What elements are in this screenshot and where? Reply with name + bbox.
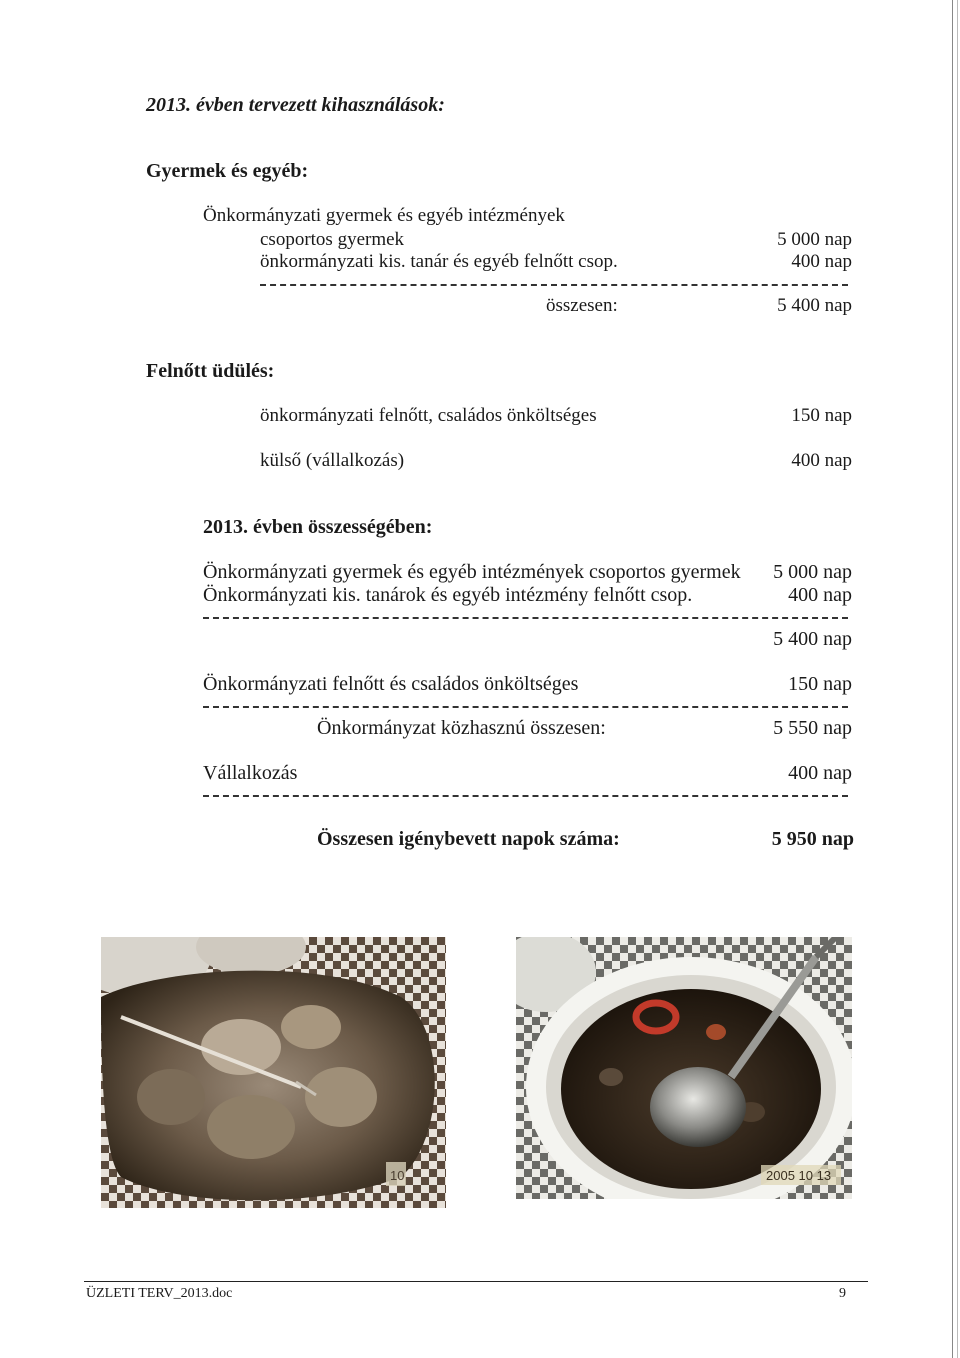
grand-total-label: Összesen igénybevett napok száma: bbox=[317, 828, 620, 850]
public-total-label: Önkormányzat közhasznú összesen: bbox=[317, 717, 606, 739]
stew-pot-photo bbox=[516, 937, 852, 1199]
business-label: Vállalkozás bbox=[203, 762, 298, 784]
scan-edge-line bbox=[952, 0, 953, 1358]
footer-filename: ÜZLETI TERV_2013.doc bbox=[86, 1286, 233, 1301]
public-total-value: 5 550 nap bbox=[773, 717, 852, 739]
scan-edge-line bbox=[957, 0, 958, 1358]
children-row-value: 5 000 nap bbox=[777, 229, 852, 250]
dashed-separator bbox=[203, 617, 848, 619]
totals-row-label: Önkormányzati gyermek és egyéb intézmények csoportos gyermek bbox=[203, 561, 741, 583]
dashed-separator bbox=[203, 706, 848, 708]
adult-row-value: 400 nap bbox=[791, 450, 852, 471]
section-title-adult: Felnőtt üdülés: bbox=[146, 360, 275, 382]
footer-rule bbox=[84, 1281, 868, 1282]
children-row-value: 400 nap bbox=[791, 251, 852, 272]
totals-row-label: Önkormányzati kis. tanárok és egyéb intézmény felnőtt csop. bbox=[203, 584, 693, 606]
page-heading: 2013. évben tervezett kihasználások: bbox=[146, 94, 445, 116]
adult-row-label: külső (vállalkozás) bbox=[260, 450, 405, 471]
children-subtitle: Önkormányzati gyermek és egyéb intézmények bbox=[203, 205, 565, 226]
dashed-separator bbox=[260, 284, 848, 286]
photo-stamp: 2005 10 13 bbox=[766, 1168, 832, 1183]
adult-row-value: 150 nap bbox=[791, 405, 852, 426]
adult-row-label: önkormányzati felnőtt, családos önköltséges bbox=[260, 405, 597, 426]
business-value: 400 nap bbox=[788, 762, 852, 784]
footer-page-number: 9 bbox=[839, 1286, 846, 1301]
totals-row-value: 400 nap bbox=[788, 584, 852, 606]
roast-chicken-photo bbox=[101, 937, 446, 1208]
totals-row-value: 5 000 nap bbox=[773, 561, 852, 583]
section-title-totals: 2013. évben összességében: bbox=[203, 516, 433, 538]
totals-adult-value: 150 nap bbox=[788, 673, 852, 695]
section-title-children: Gyermek és egyéb: bbox=[146, 160, 309, 182]
photo-stamp: 10 bbox=[390, 1168, 405, 1183]
dashed-separator bbox=[203, 795, 848, 797]
children-row-label: önkormányzati kis. tanár és egyéb felnőtt csop. bbox=[260, 251, 618, 272]
totals-subtotal-value: 5 400 nap bbox=[773, 628, 852, 650]
grand-total-value: 5 950 nap bbox=[771, 828, 854, 850]
children-total-label: összesen: bbox=[546, 295, 618, 316]
children-row-label: csoportos gyermek bbox=[260, 229, 405, 250]
children-total-value: 5 400 nap bbox=[777, 295, 852, 316]
totals-adult-label: Önkormányzati felnőtt és családos önköltséges bbox=[203, 673, 579, 695]
